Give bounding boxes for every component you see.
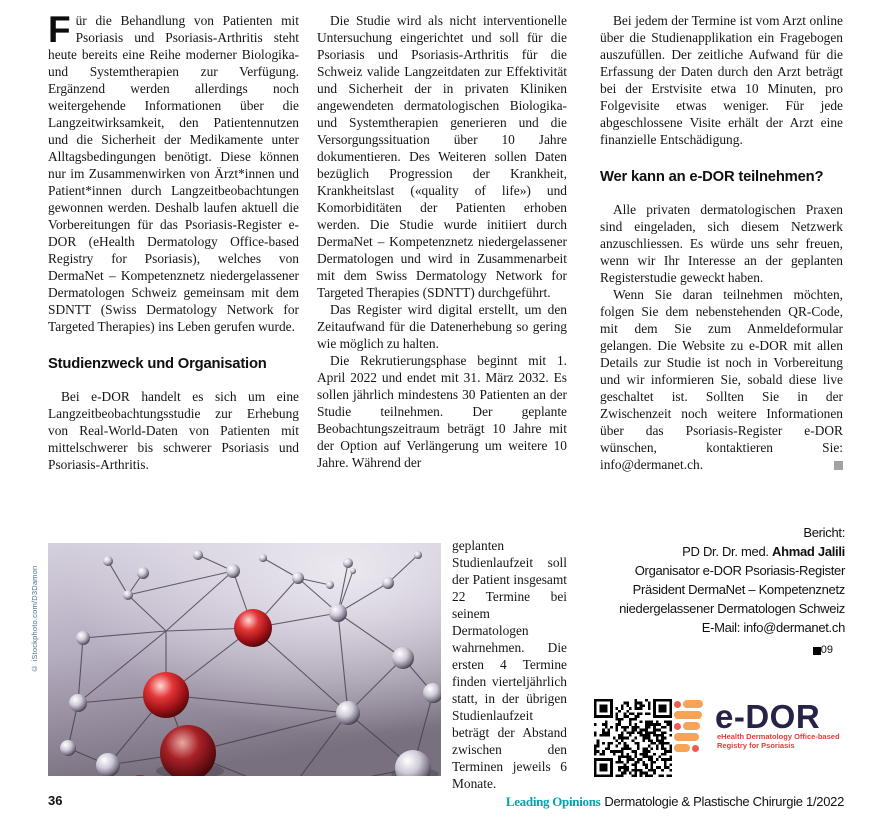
- qr-code: [594, 699, 672, 777]
- paragraph: Bei jedem der Termine ist vom Arzt online über die Studienapplikation ein Fragebogen auszufüllen. Der zeitliche Aufwand für die Erfassung der Daten durch den Arzt beträgt bei der Erstvisite etwa 10 Minuten, pro Folgevisite etwas weniger. Für jede abgeschlossene Visite erhält der Arzt eine finanzielle Entschädigung.: [600, 13, 843, 147]
- byline-role: Präsident DermaNet – Kompetenznetz: [632, 582, 845, 597]
- byline-label: Bericht:: [803, 525, 845, 540]
- journal-issue: Dermatologie & Plastische Chirurgie 1/2022: [604, 794, 844, 809]
- article-column-3: [600, 12, 843, 473]
- edor-logo: [674, 700, 850, 752]
- paragraph: geplanten Studienlaufzeit soll der Patient insgesamt 22 Termine bei seinem Dermatologen wahrnehmen. Die ersten 4 Termine finden vierteljährlich statt, in der übrigen Studienlaufzeit beträgt der Abstand zwischen den Terminen jeweils 6 Monate.: [452, 538, 567, 791]
- byline-role: niedergelassener Dermatologen Schweiz: [619, 601, 845, 616]
- journal-brand: Leading Opinions: [505, 794, 601, 809]
- page-number: 36: [48, 793, 63, 808]
- reference-text: 09: [820, 644, 833, 656]
- section-heading-studienzweck: Studienzweck und Organisation: [48, 356, 267, 372]
- square-bullet-icon: [813, 647, 821, 655]
- reference-number: [600, 641, 833, 660]
- byline-email: E-Mail: info@dermanet.ch: [701, 620, 845, 635]
- reporter-name: Ahmad Jalili: [772, 544, 845, 559]
- paragraph: Das Register wird digital erstellt, um den Zeitaufwand für die Datenerhebung so gering wie möglich zu halten.: [317, 302, 567, 351]
- footer-journal-line: [506, 794, 844, 810]
- edor-logo-subtitle: Registry for Psoriasis: [717, 741, 795, 750]
- byline-reporter: [600, 542, 845, 561]
- paragraph: Alle privaten dermatologischen Praxen sind eingeladen, sich diesem Netzwerk anzuschliessen. Es würde uns sehr freuen, wenn wir Ihr Interesse an der geplanten Registerstudie geweckt haben.: [600, 202, 843, 285]
- paragraph: [600, 286, 843, 473]
- paragraph-text: Wenn Sie daran teilnehmen möchten, folgen Sie dem nebenstehenden QR-Code, mit dem Sie zum Anmeldeformular gelangen. Die Website zu e-DOR mit allen Details zur Studie ist noch in Vorbereitung und wir informieren Sie, sobald diese live geschaltet ist. Sollten Sie in der Zwischenzeit noch weitere Informationen über das Psoriasis-Register e-DOR wünschen, kontaktieren Sie: info@dermanet.ch.: [600, 287, 843, 472]
- image-credit: © iStockphoto.com/D3Damon: [30, 565, 39, 673]
- byline-block: [600, 523, 845, 660]
- network-photo: [48, 543, 441, 776]
- edor-logo-icon: [674, 700, 710, 752]
- paragraph: Die Rekrutierungsphase beginnt mit 1. April 2022 und endet mit 31. März 2032. Es sollen jährlich mindestens 30 Patienten an der Studie teilnehmen. Der geplante Beobachtungszeitraum beträgt 10 Jahre mit der Option auf Verlängerung um weitere 10 Jahre. Während der: [317, 353, 567, 470]
- paragraph: Bei e-DOR handelt es sich um eine Langzeitbeobachtungsstudie zur Erhebung von Real-World-Daten von Patienten mit mittelschwerer bis schwerer Psoriasis und Psoriasis-Arthritis.: [48, 389, 299, 472]
- article-end-mark: [834, 461, 843, 470]
- section-heading-teilnehmen: Wer kann an e-DOR teilnehmen?: [600, 169, 824, 185]
- edor-logo-title: e-DOR: [715, 698, 821, 735]
- article-column-2-wrap: [452, 537, 567, 792]
- paragraph-text: ür die Behandlung von Patienten mit Psoriasis und Psoriasis-Arthritis steht heute bereits eine Reihe moderner Biologika- und Systemtherapien zur Verfügung. Ergänzend werden allerdings noch weitergehende Informationen über die Langzeitwirksamkeit, den Patientennutzen und die Sicherheit der Medikamente unter Alltagsbedingungen benötigt. Diese können nur im Zusammenwirken von Ärzt*innen und Patient*innen durch Langzeitbeobachtungen gewonnen werden. Deshalb laufen aktuell die Vorbereitungen für das Psoriasis-Register e-DOR (eHealth Dermatology Office-based Registry for Psoriasis), welches von DermaNet – Kompetenznetz niedergelassener Dermatologen Schweiz gemeinsam mit dem SDNTT (Swiss Dermatology Network for Targeted Therapies) ins Leben gerufen wurde.: [48, 13, 299, 334]
- article-column-2: [317, 12, 567, 471]
- paragraph: Die Studie wird als nicht interventionelle Untersuchung eingerichtet und soll für die Psoriasis und Psoriasis-Arthritis für die Schweiz valide Langzeitdaten zur Effektivität und Sicherheit der in privaten Kliniken angewendeten dermatologischen Biologika- und Systemtherapien generieren und die Versorgungssituation über 10 Jahre dokumentieren. Des Weiteren sollen Daten bezüglich Progression der Krankheit, Krankheitslast («quality of life») und Komorbiditäten der Patienten erhoben werden. Die Studie wurde initiiert durch DermaNet – Kompetenznetz niedergelassener Dermatologen und wird in Zusammenarbeit mit dem Swiss Dermatology Network for Targeted Therapies (SDNTT) durchgeführt.: [317, 13, 567, 300]
- edor-logo-subtitle: eHealth Dermatology Office-based: [717, 732, 840, 741]
- article-column-1: [48, 9, 299, 473]
- reporter-prefix: PD Dr. Dr. med.: [682, 544, 773, 559]
- paragraph: [48, 9, 299, 335]
- drop-cap: F: [48, 9, 71, 50]
- byline-role: Organisator e-DOR Psoriasis-Register: [634, 563, 845, 578]
